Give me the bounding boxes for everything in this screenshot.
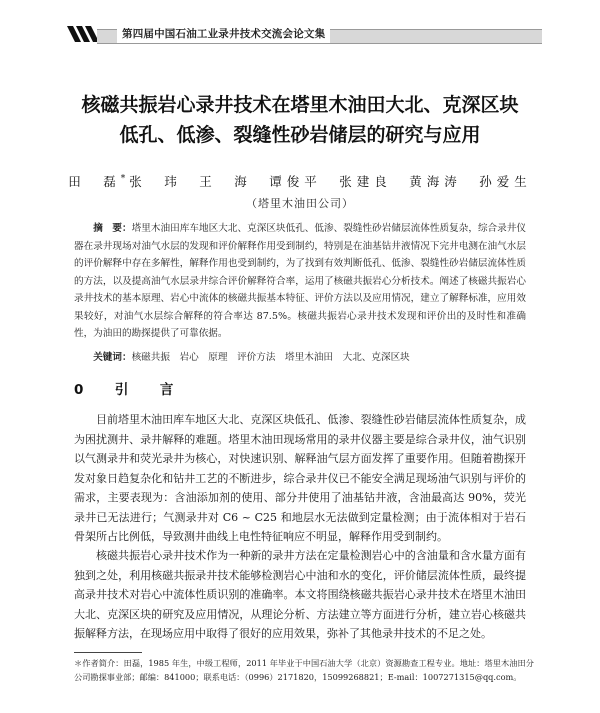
keywords [74, 349, 526, 363]
corresponding-mark: * [120, 173, 126, 184]
author-footnote: ＊作者简介：田磊，1985 年生，中级工程师，2011 年毕业于中国石油大学（北京）资源勘查工程专业。地址：塔里木油田分公司勘探事业部；邮编：841000；联系电话：（0996）2171820，15099268821；E-mail：1007271315@qq.com。 [74, 658, 534, 682]
affiliation: （塔里木油田公司） [246, 197, 354, 210]
footnote-rule [74, 652, 142, 653]
body-paragraph-1: 目前塔里木油田库车地区大北、克深区块低孔、低渗、裂缝性砂岩储层流体性质复杂，成为困扰测井、录井解释的难题。塔里木油田现场常用的录井仪器主要是综合录井仪，油气识别以气测录井和荧光录井为核心，对快速识别、解释油气层方面发挥了重要作用。但随着勘探开发对象日趋复杂化和钻井工艺的不断进步，综合录井仪已不能安全满足现场油气识别与评价的需求，主要表现为：含油添加剂的使用、部分井使用了油基钻井液，含油最高达 90%，荧光录井已无法进行；气测录井对 C6 ~ C25 和地层水无法做到定量检测；由于流体相对于岩石骨架所占比例低，导致测井曲线上电性特征响应不明显，解释作用受到制约。 [74, 413, 526, 543]
keywords-label: 关键词： [93, 352, 132, 363]
title-line-2: 低孔、低渗、裂缝性砂岩储层的研究与应用 [119, 124, 481, 146]
author-list [60, 172, 540, 190]
abstract-label: 摘 要： [93, 223, 132, 234]
first-author: 田 磊 [68, 174, 121, 189]
abstract [74, 220, 526, 343]
paper-title [40, 90, 560, 150]
section-heading: 0 引 言 [74, 382, 183, 398]
title-line-1: 核磁共振岩心录井技术在塔里木油田大北、克深区块 [81, 94, 519, 116]
other-authors: 张 玮 王 海 谭俊平 张建良 黄海涛 孙爱生 [129, 174, 532, 189]
header-stripes-icon [67, 26, 101, 42]
running-header [67, 24, 557, 44]
abstract-text: 塔里木油田库车地区大北、克深区块低孔、低渗、裂缝性砂岩储层流体性质复杂，综合录井仪器在录井现场对油气水层的发现和评价解释作用受到制约，特别是在油基钻井液情况下完井电测在油气水层的评价解释中存在多解性，解释作用也受到制约，为了找到有效判断低孔、低渗、裂缝性砂岩储层流体性质的方法，以及提高油气水层录井综合评价解释符合率，运用了核磁共振岩心分析技术。阐述了核磁共振岩心录井技术的基本原理、岩心中流体的核磁共振基本特征、评价方法以及应用情况，建立了解释标准，应用效果较好，对油气水层综合解释的符合率达 87.5%。核磁共振岩心录井技术发现和评价出的及时性和准确性，为油田的勘探提供了可靠依据。 [74, 223, 527, 339]
header-title: 第四届中国石油工业录井技术交流会论文集 [117, 26, 330, 43]
keywords-text: 核磁共振 岩心 原理 评价方法 塔里木油田 大北、克深区块 [131, 352, 410, 363]
body-paragraph-2: 核磁共振岩心录井技术作为一种新的录井方法在定量检测岩心中的含油量和含水量方面有独到之处，利用核磁共振录井技术能够检测岩心中油和水的变化，评价储层流体性质，最终提高录井技术对岩心中流体性质识别的准确率。本文将围绕核磁共振岩心录井技术在塔里木油田大北、克深区块的研究及应用情况，从理论分析、方法建立等方面进行分析，建立岩心核磁共振解释方法，在现场应用中取得了很好的应用效果，弥补了其他录井技术的不足之处。 [74, 549, 526, 640]
